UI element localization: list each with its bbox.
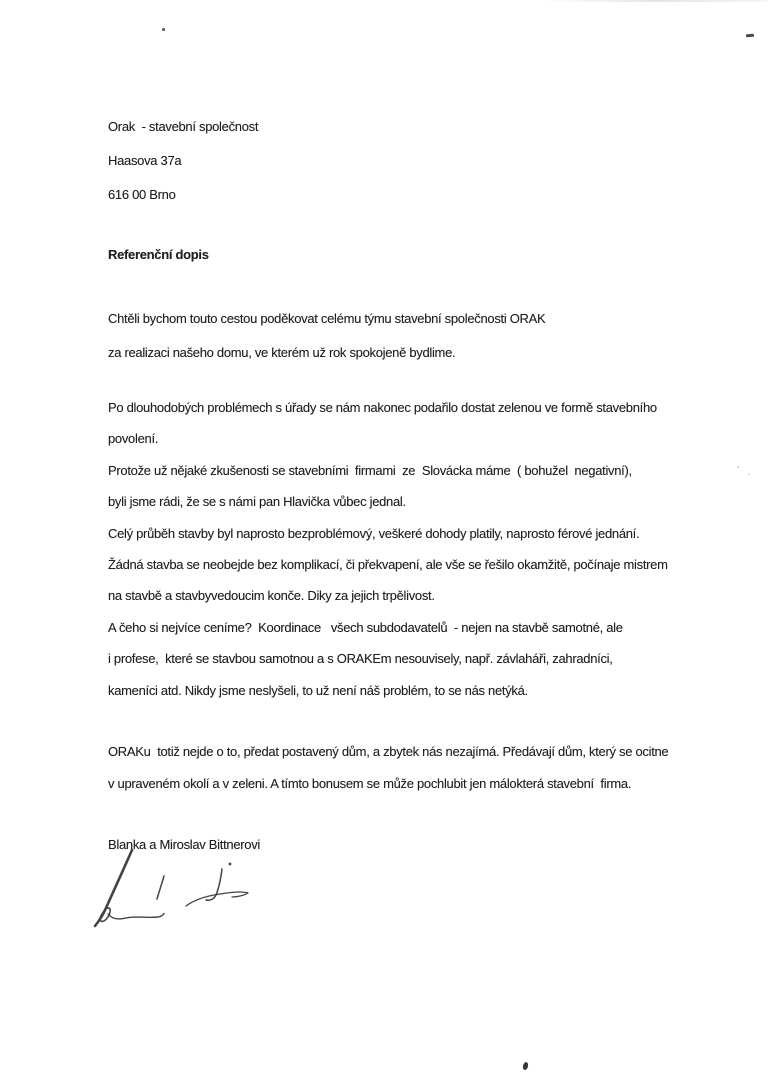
paragraph-line: Protože už nějaké zkušenosti se stavebními firmami ze Slovácka máme ( bohužel negativní), — [108, 462, 632, 478]
scan-speck-artifact — [748, 473, 750, 475]
scan-speck-artifact — [737, 466, 739, 468]
paragraph-line: na stavbě a stavbyvedoucim konče. Diky za jejich trpělivost. — [108, 588, 435, 604]
paragraph-line: Po dlouhodobých problémech s úřady se nám nakonec podařilo dostat zelenou ve formě stavebního — [108, 400, 657, 415]
paragraph-line: i profese, které se stavbou samotnou a s ORAKEm nesouvisely, např. závlaháři, zahradníci, — [108, 651, 613, 667]
paragraph-line: v upraveném okolí a v zeleni. A tímto bonusem se může pochlubit jen málokterá stavební firma. — [108, 776, 632, 791]
paragraph-line: ORAKu totiž nejde o to, předat postavený dům, a zbytek nás nezajímá. Předávají dům, který se ocitne — [108, 744, 669, 759]
paragraph-line: za realizaci našeho domu, ve kterém už rok spokojeně bydlime. — [108, 345, 456, 360]
scan-edge-artifact — [540, 0, 768, 2]
ink-dot-artifact — [522, 1062, 529, 1071]
paragraph-thanks — [108, 302, 545, 370]
scan-speck-artifact — [162, 28, 165, 31]
paragraph-experience — [108, 392, 668, 706]
paragraph-conclusion — [108, 736, 668, 800]
paragraph-line: Chtěli bychom touto cestou poděkovat celému týmu stavební společnosti ORAK — [108, 311, 546, 326]
paragraph-line: Žádná stavba se neobejde bez komplikací, či překvapení, ale vše se řešilo okamžitě, počínaje mistrem — [108, 557, 668, 573]
paragraph-line: povolení. — [108, 431, 159, 447]
paragraph-line: Celý průběh stavby byl naprosto bezproblémový, veškeré dohody platily, naprosto férové jednání. — [108, 525, 640, 541]
scan-dash-artifact — [746, 34, 754, 38]
paragraph-line: A čeho si nejvíce ceníme? Koordinace všech subdodavatelů - nejen na stavbě samotné, ale — [108, 619, 623, 635]
handwritten-signature — [82, 846, 282, 942]
paragraph-line: kameníci atd. Nikdy jsme neslyšeli, to už není náš problém, to se nás netýká. — [108, 682, 528, 698]
recipient-address-block — [108, 110, 258, 212]
recipient-company: Orak - stavební společnost — [108, 119, 259, 134]
recipient-street: Haasova 37a — [108, 153, 182, 168]
recipient-city: 616 00 Brno — [108, 187, 176, 202]
signature-names: Blanka a Miroslav Bittnerovi — [108, 837, 260, 852]
letter-subject: Referenční dopis — [108, 247, 209, 262]
paragraph-line: byli jsme rádi, že se s námi pan Hlavička vůbec jednal. — [108, 494, 406, 510]
